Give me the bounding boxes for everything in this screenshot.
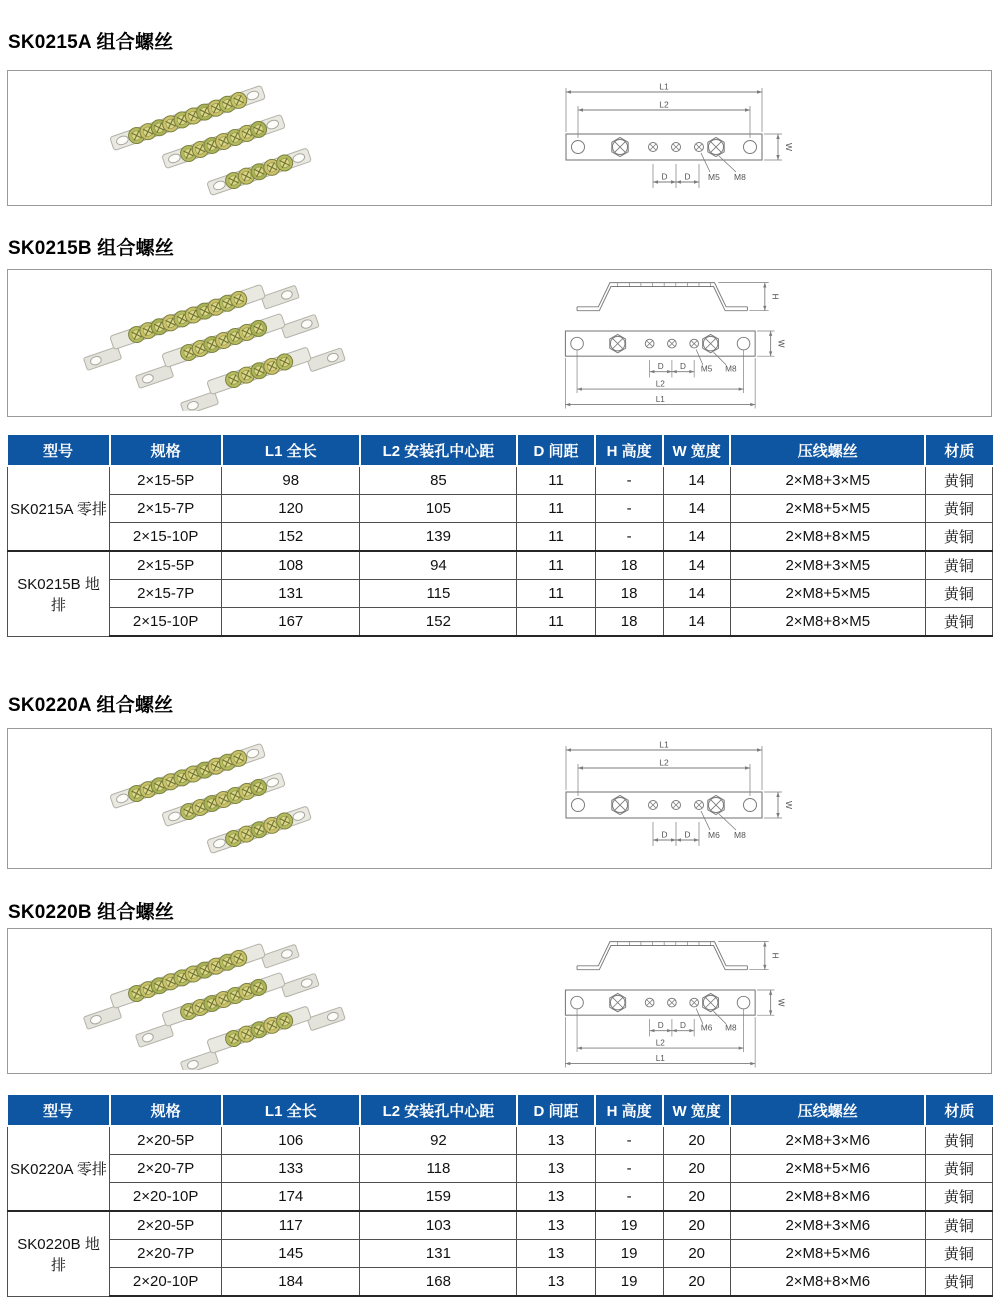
- dim-label: D: [680, 1021, 687, 1031]
- spec-table-sk0220: [7, 1095, 993, 1297]
- table-cell: 152: [360, 608, 517, 637]
- table-cell: 黄铜: [925, 1126, 992, 1155]
- table-cell: 14: [663, 495, 730, 523]
- header-row: [8, 435, 993, 466]
- table-cell: 黄铜: [925, 1268, 992, 1297]
- column-header: 材质: [925, 435, 992, 466]
- table-cell: 2×M8+8×M6: [730, 1183, 925, 1212]
- dim-label: D: [680, 362, 687, 372]
- table-cell: 2×M8+5×M6: [730, 1240, 925, 1268]
- table-cell: 13: [517, 1240, 595, 1268]
- dim-label: L1: [655, 395, 665, 405]
- table-cell: 14: [663, 551, 730, 580]
- model-cell: SK0220A 零排: [8, 1126, 110, 1211]
- table-row: [8, 523, 993, 552]
- column-header: L2 安装孔中心距: [360, 1095, 517, 1126]
- dim-label: M8: [734, 172, 746, 182]
- table-cell: 14: [663, 466, 730, 495]
- table-cell: 黄铜: [925, 466, 992, 495]
- table-row: [8, 466, 993, 495]
- dim-label: L2: [659, 99, 669, 110]
- table-cell: 19: [595, 1211, 663, 1240]
- dim-label: W: [776, 998, 786, 1007]
- table-cell: 174: [222, 1183, 360, 1212]
- dim-label: H: [770, 952, 780, 959]
- table-cell: 20: [663, 1155, 730, 1183]
- dim-label: L1: [659, 81, 669, 92]
- table-cell: 黄铜: [925, 495, 992, 523]
- dim-label: M8: [725, 364, 737, 374]
- table-cell: 131: [222, 580, 360, 608]
- table-cell: 20: [663, 1240, 730, 1268]
- table-cell: -: [595, 495, 663, 523]
- table-cell: 19: [595, 1268, 663, 1297]
- table-row: [8, 608, 993, 637]
- dim-label: W: [784, 800, 794, 810]
- dim-label: L1: [659, 739, 669, 750]
- table-cell: 13: [517, 1155, 595, 1183]
- table-cell: 167: [222, 608, 360, 637]
- table-cell: 131: [360, 1240, 517, 1268]
- table-cell: 20: [663, 1183, 730, 1212]
- table-cell: 106: [222, 1126, 360, 1155]
- table-cell: 2×15-5P: [110, 551, 222, 580]
- dim-label: D: [684, 829, 691, 840]
- table-row: [8, 1211, 993, 1240]
- column-header: L1 全长: [222, 1095, 360, 1126]
- table-cell: 11: [517, 495, 595, 523]
- table-cell: 184: [222, 1268, 360, 1297]
- table-cell: 105: [360, 495, 517, 523]
- dim-label: L2: [655, 379, 665, 389]
- model-cell: SK0215A 零排: [8, 466, 110, 551]
- table-cell: 2×20-10P: [110, 1183, 222, 1212]
- table-cell: 2×20-7P: [110, 1155, 222, 1183]
- table-cell: 2×M8+5×M5: [730, 580, 925, 608]
- table-cell: 2×15-10P: [110, 523, 222, 552]
- table-cell: 2×20-5P: [110, 1126, 222, 1155]
- table-cell: 139: [360, 523, 517, 552]
- table-cell: 黄铜: [925, 580, 992, 608]
- table-cell: 黄铜: [925, 523, 992, 552]
- column-header: 压线螺丝: [730, 435, 925, 466]
- dim-label: W: [776, 339, 786, 348]
- column-header: 型号: [8, 435, 110, 466]
- dim-label: D: [661, 171, 668, 182]
- table-cell: 168: [360, 1268, 517, 1297]
- table-cell: 黄铜: [925, 608, 992, 637]
- column-header: W 宽度: [663, 435, 730, 466]
- column-header: D 间距: [517, 435, 595, 466]
- table-cell: 145: [222, 1240, 360, 1268]
- terminal-strip: [206, 147, 311, 197]
- table-cell: 黄铜: [925, 1183, 992, 1212]
- section-title-sk0215a: SK0215A 组合螺丝: [8, 32, 174, 53]
- product-panel-sk0220a: [7, 728, 992, 869]
- table-cell: 2×M8+5×M5: [730, 495, 925, 523]
- table-cell: -: [595, 523, 663, 552]
- column-header: L2 安装孔中心距: [360, 435, 517, 466]
- dim-label: D: [657, 1021, 664, 1031]
- table-cell: 103: [360, 1211, 517, 1240]
- product-panel-sk0215b: [7, 269, 992, 417]
- column-header: W 宽度: [663, 1095, 730, 1126]
- table-cell: 2×20-7P: [110, 1240, 222, 1268]
- column-header: H 高度: [595, 435, 663, 466]
- table-cell: 11: [517, 523, 595, 552]
- table-cell: 19: [595, 1240, 663, 1268]
- column-header: 压线螺丝: [730, 1095, 925, 1126]
- table-cell: 159: [360, 1183, 517, 1212]
- table-row: [8, 1240, 993, 1268]
- table-cell: 14: [663, 580, 730, 608]
- dim-label: M5: [700, 364, 713, 374]
- table-cell: 2×20-5P: [110, 1211, 222, 1240]
- column-header: 规格: [110, 435, 222, 466]
- table-cell: 2×M8+3×M6: [730, 1126, 925, 1155]
- section-title-sk0220a: SK0220A 组合螺丝: [8, 695, 174, 716]
- table-cell: -: [595, 1126, 663, 1155]
- table-cell: -: [595, 466, 663, 495]
- table-cell: 2×M8+3×M5: [730, 466, 925, 495]
- table-cell: 120: [222, 495, 360, 523]
- table-row: [8, 580, 993, 608]
- table-row: [8, 1126, 993, 1155]
- table-cell: 2×15-7P: [110, 580, 222, 608]
- table-cell: 115: [360, 580, 517, 608]
- column-header: 规格: [110, 1095, 222, 1126]
- table-row: [8, 551, 993, 580]
- table-cell: 2×15-7P: [110, 495, 222, 523]
- table-cell: 152: [222, 523, 360, 552]
- model-cell: SK0215B 地排: [8, 551, 110, 636]
- dim-label: M8: [734, 830, 746, 840]
- dim-label: W: [784, 142, 794, 152]
- dim-label: M8: [725, 1023, 737, 1033]
- column-header: 材质: [925, 1095, 992, 1126]
- product-photo-sk0220b: [46, 930, 376, 1070]
- dim-label: D: [684, 171, 691, 182]
- spec-table-sk0215: [7, 435, 993, 637]
- table-cell: 13: [517, 1126, 595, 1155]
- table-cell: 黄铜: [925, 1155, 992, 1183]
- dim-label: L2: [659, 757, 669, 768]
- table-cell: 11: [517, 551, 595, 580]
- dimension-diagram-sk0215b: [548, 271, 790, 416]
- column-header: L1 全长: [222, 435, 360, 466]
- product-panel-sk0215a: [7, 70, 992, 206]
- column-header: H 高度: [595, 1095, 663, 1126]
- table-cell: 85: [360, 466, 517, 495]
- table-cell: 2×M8+8×M5: [730, 523, 925, 552]
- dim-label: L1: [655, 1054, 665, 1064]
- table-cell: 13: [517, 1268, 595, 1297]
- table-cell: 2×15-5P: [110, 466, 222, 495]
- dimension-diagram-sk0220a: [548, 730, 798, 862]
- table-cell: 2×15-10P: [110, 608, 222, 637]
- table-row: [8, 1268, 993, 1297]
- product-photo-sk0220a: [46, 730, 376, 865]
- table-cell: 2×M8+3×M6: [730, 1211, 925, 1240]
- dim-label: D: [661, 829, 668, 840]
- table-cell: 20: [663, 1126, 730, 1155]
- table-cell: 黄铜: [925, 1240, 992, 1268]
- table-cell: 18: [595, 551, 663, 580]
- table-cell: 18: [595, 608, 663, 637]
- dim-label: D: [657, 362, 664, 372]
- table-cell: 133: [222, 1155, 360, 1183]
- table-cell: 11: [517, 580, 595, 608]
- table-cell: 13: [517, 1183, 595, 1212]
- dimension-diagram-sk0215a: [548, 72, 798, 204]
- table-cell: 108: [222, 551, 360, 580]
- table-cell: -: [595, 1155, 663, 1183]
- dimension-diagram-sk0220b: [548, 930, 790, 1075]
- table-row: [8, 495, 993, 523]
- dim-label: H: [770, 293, 780, 300]
- product-photo-sk0215a: [46, 72, 376, 207]
- table-cell: 14: [663, 608, 730, 637]
- table-cell: 黄铜: [925, 1211, 992, 1240]
- model-cell: SK0220B 地排: [8, 1211, 110, 1296]
- table-cell: 2×M8+5×M6: [730, 1155, 925, 1183]
- column-header: D 间距: [517, 1095, 595, 1126]
- table-cell: 117: [222, 1211, 360, 1240]
- table-cell: 92: [360, 1126, 517, 1155]
- header-row: [8, 1095, 993, 1126]
- terminal-strip: [206, 805, 311, 855]
- table-cell: 18: [595, 580, 663, 608]
- product-photo-sk0215b: [46, 271, 376, 411]
- table-cell: 2×M8+8×M5: [730, 608, 925, 637]
- product-panel-sk0220b: [7, 928, 992, 1074]
- spec-table: [7, 435, 993, 637]
- table-cell: 11: [517, 608, 595, 637]
- table-cell: 黄铜: [925, 551, 992, 580]
- table-cell: 20: [663, 1211, 730, 1240]
- column-header: 型号: [8, 1095, 110, 1126]
- table-cell: 13: [517, 1211, 595, 1240]
- table-cell: 11: [517, 466, 595, 495]
- table-cell: 98: [222, 466, 360, 495]
- table-cell: -: [595, 1183, 663, 1212]
- table-cell: 2×M8+3×M5: [730, 551, 925, 580]
- table-cell: 20: [663, 1268, 730, 1297]
- section-title-sk0220b: SK0220B 组合螺丝: [8, 902, 175, 923]
- dim-label: M5: [708, 172, 720, 182]
- dim-label: M6: [708, 830, 720, 840]
- table-cell: 14: [663, 523, 730, 552]
- table-cell: 94: [360, 551, 517, 580]
- dim-label: M6: [700, 1023, 713, 1033]
- table-row: [8, 1155, 993, 1183]
- spec-table: [7, 1095, 993, 1297]
- table-row: [8, 1183, 993, 1212]
- table-cell: 2×20-10P: [110, 1268, 222, 1297]
- table-cell: 118: [360, 1155, 517, 1183]
- dim-label: L2: [655, 1038, 665, 1048]
- section-title-sk0215b: SK0215B 组合螺丝: [8, 238, 175, 259]
- table-cell: 2×M8+8×M6: [730, 1268, 925, 1297]
